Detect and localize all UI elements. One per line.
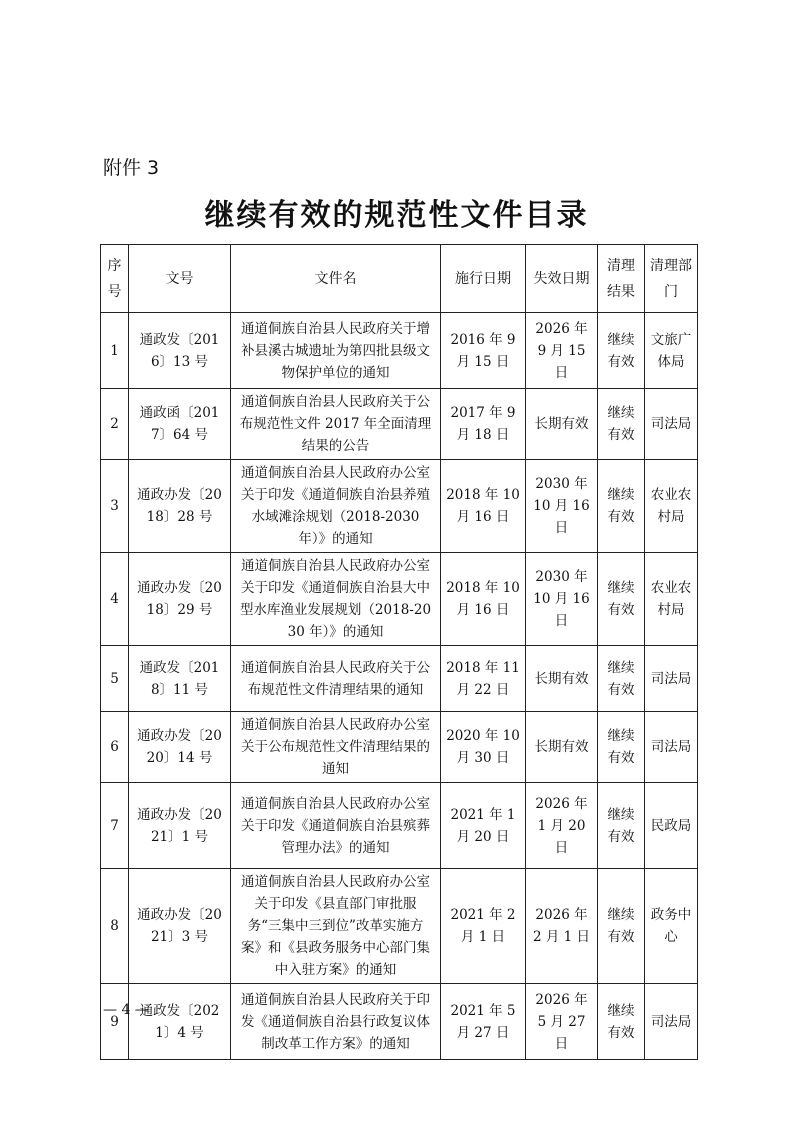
header-department: 清理部门 (645, 245, 698, 313)
row-expiry-date: 2030 年 10 月 16 日 (526, 460, 598, 553)
row-expiry-date: 长期有效 (526, 389, 598, 460)
table-row (101, 712, 698, 783)
table-row (101, 869, 698, 984)
page-number: — 4 — (103, 1002, 149, 1018)
row-effective-date: 2018 年 11 月 22 日 (441, 646, 526, 712)
table-row (101, 984, 698, 1060)
row-effective-date: 2020 年 10 月 30 日 (441, 712, 526, 783)
row-index: 1 (101, 313, 129, 389)
row-doc-number: 通政办发〔2018〕29 号 (129, 553, 231, 646)
row-doc-number: 通政办发〔2020〕14 号 (129, 712, 231, 783)
row-effective-date: 2021 年 1 月 20 日 (441, 783, 526, 869)
row-effective-date: 2018 年 10 月 16 日 (441, 460, 526, 553)
row-result: 继续有效 (598, 389, 645, 460)
row-doc-name: 通道侗族自治县人民政府办公室关于印发《县直部门审批服务“三集中三到位”改革实施方案》和《县政务服务中心部门集中入驻方案》的通知 (231, 869, 441, 984)
row-department: 民政局 (645, 783, 698, 869)
row-index: 4 (101, 553, 129, 646)
row-index: 2 (101, 389, 129, 460)
document-table (100, 244, 698, 1060)
row-index: 5 (101, 646, 129, 712)
row-index: 8 (101, 869, 129, 984)
row-doc-number: 通政发〔2018〕11 号 (129, 646, 231, 712)
row-result: 继续有效 (598, 460, 645, 553)
row-expiry-date: 2026 年 2 月 1 日 (526, 869, 598, 984)
table-row (101, 389, 698, 460)
row-doc-name: 通道侗族自治县人民政府办公室关于印发《通道侗族自治县殡葬管理办法》的通知 (231, 783, 441, 869)
row-department: 农业农村局 (645, 553, 698, 646)
table-row (101, 313, 698, 389)
row-index: 6 (101, 712, 129, 783)
row-doc-number: 通政办发〔2021〕3 号 (129, 869, 231, 984)
row-result: 继续有效 (598, 984, 645, 1060)
row-department: 文旅广体局 (645, 313, 698, 389)
row-department: 司法局 (645, 712, 698, 783)
row-doc-number: 通政函〔2017〕64 号 (129, 389, 231, 460)
row-result: 继续有效 (598, 646, 645, 712)
row-effective-date: 2018 年 10 月 16 日 (441, 553, 526, 646)
row-doc-name: 通道侗族自治县人民政府关于增补县溪古城遗址为第四批县级文物保护单位的通知 (231, 313, 441, 389)
header-doc-number: 文号 (129, 245, 231, 313)
row-doc-name: 通道侗族自治县人民政府关于公布规范性文件清理结果的通知 (231, 646, 441, 712)
row-result: 继续有效 (598, 712, 645, 783)
header-effective-date: 施行日期 (441, 245, 526, 313)
row-result: 继续有效 (598, 783, 645, 869)
header-expiry-date: 失效日期 (526, 245, 598, 313)
row-doc-name: 通道侗族自治县人民政府关于公布规范性文件 2017 年全面清理结果的公告 (231, 389, 441, 460)
header-index: 序号 (101, 245, 129, 313)
row-department: 司法局 (645, 389, 698, 460)
row-doc-number: 通政办发〔2021〕1 号 (129, 783, 231, 869)
row-doc-number: 通政办发〔2018〕28 号 (129, 460, 231, 553)
row-department: 司法局 (645, 984, 698, 1060)
row-doc-number: 通政发〔2021〕4 号 (129, 984, 231, 1060)
attachment-label: 附件 3 (103, 157, 160, 179)
row-index: 9 (101, 984, 129, 1060)
table-row (101, 783, 698, 869)
row-index: 3 (101, 460, 129, 553)
table-row (101, 553, 698, 646)
row-doc-name: 通道侗族自治县人民政府办公室关于印发《通道侗族自治县养殖水域滩涂规划（2018-2030 年）》的通知 (231, 460, 441, 553)
row-doc-number: 通政发〔2016〕13 号 (129, 313, 231, 389)
row-department: 司法局 (645, 646, 698, 712)
row-expiry-date: 2026 年 9 月 15 日 (526, 313, 598, 389)
row-expiry-date: 长期有效 (526, 646, 598, 712)
row-doc-name: 通道侗族自治县人民政府办公室关于印发《通道侗族自治县大中型水库渔业发展规划（2018-2030 年）》的通知 (231, 553, 441, 646)
row-effective-date: 2016 年 9 月 15 日 (441, 313, 526, 389)
row-doc-name: 通道侗族自治县人民政府办公室关于公布规范性文件清理结果的通知 (231, 712, 441, 783)
row-result: 继续有效 (598, 869, 645, 984)
table-row (101, 646, 698, 712)
row-doc-name: 通道侗族自治县人民政府关于印发《通道侗族自治县行政复议体制改革工作方案》的通知 (231, 984, 441, 1060)
row-result: 继续有效 (598, 313, 645, 389)
row-effective-date: 2017 年 9 月 18 日 (441, 389, 526, 460)
row-expiry-date: 长期有效 (526, 712, 598, 783)
document-title: 继续有效的规范性文件目录 (204, 198, 589, 233)
table-row (101, 460, 698, 553)
header-doc-name: 文件名 (231, 245, 441, 313)
table-header-row (101, 245, 698, 313)
row-index: 7 (101, 783, 129, 869)
row-effective-date: 2021 年 5 月 27 日 (441, 984, 526, 1060)
row-department: 政务中心 (645, 869, 698, 984)
row-department: 农业农村局 (645, 460, 698, 553)
row-effective-date: 2021 年 2 月 1 日 (441, 869, 526, 984)
header-result: 清理结果 (598, 245, 645, 313)
row-expiry-date: 2026 年 5 月 27 日 (526, 984, 598, 1060)
row-expiry-date: 2030 年 10 月 16 日 (526, 553, 598, 646)
row-result: 继续有效 (598, 553, 645, 646)
row-expiry-date: 2026 年 1 月 20 日 (526, 783, 598, 869)
